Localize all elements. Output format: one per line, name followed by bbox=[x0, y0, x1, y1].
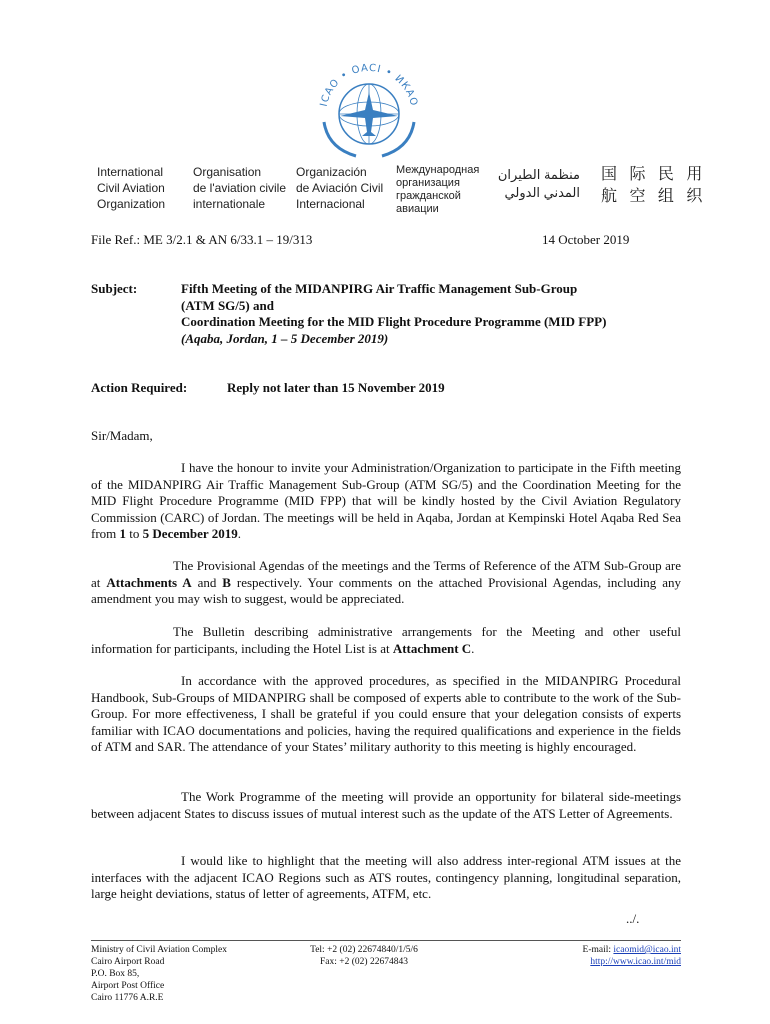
header-russian-line: Международная bbox=[396, 164, 480, 176]
p1-end: . bbox=[237, 526, 241, 542]
header-russian-line: гражданской bbox=[396, 190, 461, 202]
icao-emblem-icon bbox=[306, 52, 432, 162]
header-english-line: International bbox=[97, 165, 164, 179]
header-arabic-line: المدني الدولي bbox=[504, 185, 580, 200]
p2-end: respectively. Your comments on the attached Provisional Agendas, including any amendment you may wish to suggest, would be appreciated. bbox=[91, 574, 681, 607]
p2-mid: and bbox=[191, 574, 223, 590]
action-required-label: Action Required: bbox=[91, 380, 188, 395]
footer-email-link[interactable]: icaomid@icao.int bbox=[613, 945, 681, 955]
subject-line: Coordination Meeting for the MID Flight Procedure Programme (MID FPP) bbox=[181, 314, 607, 329]
body-paragraph-3 bbox=[91, 624, 681, 657]
header-english bbox=[97, 164, 165, 212]
p2-bold-a: Attachments A bbox=[106, 574, 192, 590]
file-reference: File Ref.: ME 3/2.1 & AN 6/33.1 – 19/313 bbox=[91, 232, 313, 247]
header-spanish-line: Internacional bbox=[296, 197, 365, 211]
footer-address bbox=[91, 944, 227, 1004]
footer-email-line bbox=[500, 944, 681, 956]
subject-line: (ATM SG/5) and bbox=[181, 297, 274, 313]
p3-end: . bbox=[471, 640, 475, 656]
footer-contact bbox=[500, 944, 681, 968]
footer-url-line bbox=[500, 956, 681, 968]
header-chinese-line: 航 空 组 织 bbox=[601, 188, 707, 205]
p1-mid: to bbox=[126, 526, 143, 542]
header-arabic bbox=[497, 166, 580, 202]
footer-phone bbox=[294, 944, 434, 968]
header-russian-line: организация bbox=[396, 177, 460, 189]
p3-bold: Attachment C bbox=[392, 640, 472, 656]
header-chinese-line: 国 际 民 用 bbox=[601, 166, 707, 183]
body-paragraph-4: In accordance with the approved procedures, as specified in the MIDANPIRG Procedural Handbook, Sub-Groups of MIDANPIRG shall be composed of experts able to contribute to the work of the Sub-Group. For more effectiveness, I shall be grateful if you could ensure that your delegation consists of experts familiar with ICAO documentations and policies, having the required qualifications and experience in the fields of ATM and SAR. The attendance of your States’ military authority to this meeting is highly encouraged. bbox=[91, 673, 681, 755]
p2-text: The Provisional Agendas of the meetings and the Terms of Reference of the ATM Sub-Group are at bbox=[91, 558, 681, 590]
salutation: Sir/Madam, bbox=[91, 428, 153, 443]
footer-address-line: P.O. Box 85, bbox=[91, 969, 140, 979]
header-french bbox=[193, 164, 286, 212]
p1-bold-end: 5 December 2019 bbox=[142, 526, 238, 542]
subject-line: (Aqaba, Jordan, 1 – 5 December 2019) bbox=[181, 330, 389, 346]
body-paragraph-1 bbox=[91, 460, 681, 543]
body-paragraph-6: I would like to highlight that the meeting will also address inter-regional ATM issues at the interfaces with the adjacent ICAO Regions such as ATS routes, contingency planning, longitudinal separation, large height deviations, status of letter of agreements, ATFM, etc. bbox=[91, 853, 681, 902]
header-russian-line: авиации bbox=[396, 203, 439, 215]
header-french-line: de l'aviation civile bbox=[193, 181, 287, 195]
footer-website-link[interactable]: http://www.icao.int/mid bbox=[590, 957, 681, 967]
p2-bold-b: B bbox=[222, 574, 231, 590]
subject-line: Fifth Meeting of the MIDANPIRG Air Traffic Management Sub-Group bbox=[181, 281, 578, 296]
header-french-line: internationale bbox=[193, 197, 266, 211]
body-paragraph-2 bbox=[91, 558, 681, 608]
footer-address-line: Cairo 11776 A.R.E bbox=[91, 993, 164, 1003]
header-english-line: Civil Aviation bbox=[97, 181, 165, 195]
footer-email-label: E-mail: bbox=[582, 945, 614, 955]
emblem-ring-text: ICAO • OACI • ИКАО bbox=[318, 62, 420, 108]
body-paragraph-5: The Work Programme of the meeting will provide an opportunity for bilateral side-meetings between adjacent States to discuss issues of mutual interest such as the update of the ATS Letter of Agreements. bbox=[91, 789, 681, 821]
action-required-value: Reply not later than 15 November 2019 bbox=[227, 380, 445, 395]
p1-bold-start: 1 bbox=[119, 526, 127, 542]
subject-text bbox=[181, 281, 681, 347]
letter-date: 14 October 2019 bbox=[542, 232, 630, 247]
footer-address-line: Ministry of Civil Aviation Complex bbox=[91, 945, 227, 955]
continued-marker: ../. bbox=[626, 911, 640, 926]
header-english-line: Organization bbox=[97, 197, 166, 211]
header-spanish-line: Organización bbox=[296, 165, 367, 179]
footer-fax: Fax: +2 (02) 22674843 bbox=[320, 957, 408, 967]
footer-address-line: Cairo Airport Road bbox=[91, 957, 165, 967]
footer-divider bbox=[91, 940, 681, 941]
header-spanish bbox=[296, 164, 383, 212]
footer-tel: Tel: +2 (02) 22674840/1/5/6 bbox=[310, 945, 418, 955]
footer-address-line: Airport Post Office bbox=[91, 981, 165, 991]
header-spanish-line: de Aviación Civil bbox=[296, 181, 384, 195]
header-chinese bbox=[601, 164, 706, 208]
header-russian bbox=[396, 164, 479, 216]
subject-label: Subject: bbox=[91, 281, 138, 296]
header-french-line: Organisation bbox=[193, 165, 262, 179]
header-arabic-line: منظمة الطيران bbox=[497, 167, 580, 182]
p3-text: The Bulletin describing administrative arrangements for the Meeting and other useful information for participants, including the Hotel List is at bbox=[91, 624, 681, 656]
p1-text: I have the honour to invite your Administration/Organization to participate in the Fifth meeting of the MIDANPIRG Air Traffic Management Sub-Group (ATM SG/5) and the Coordination Meeting for the MID Flight Procedure Programme (MID FPP) that will be kindly hosted by the Civil Aviation Regulatory Commission (CARC) of Jordan. The meetings will be held in Aqaba, Jordan at Kempinski Hotel Aqaba Red Sea from bbox=[91, 460, 681, 542]
